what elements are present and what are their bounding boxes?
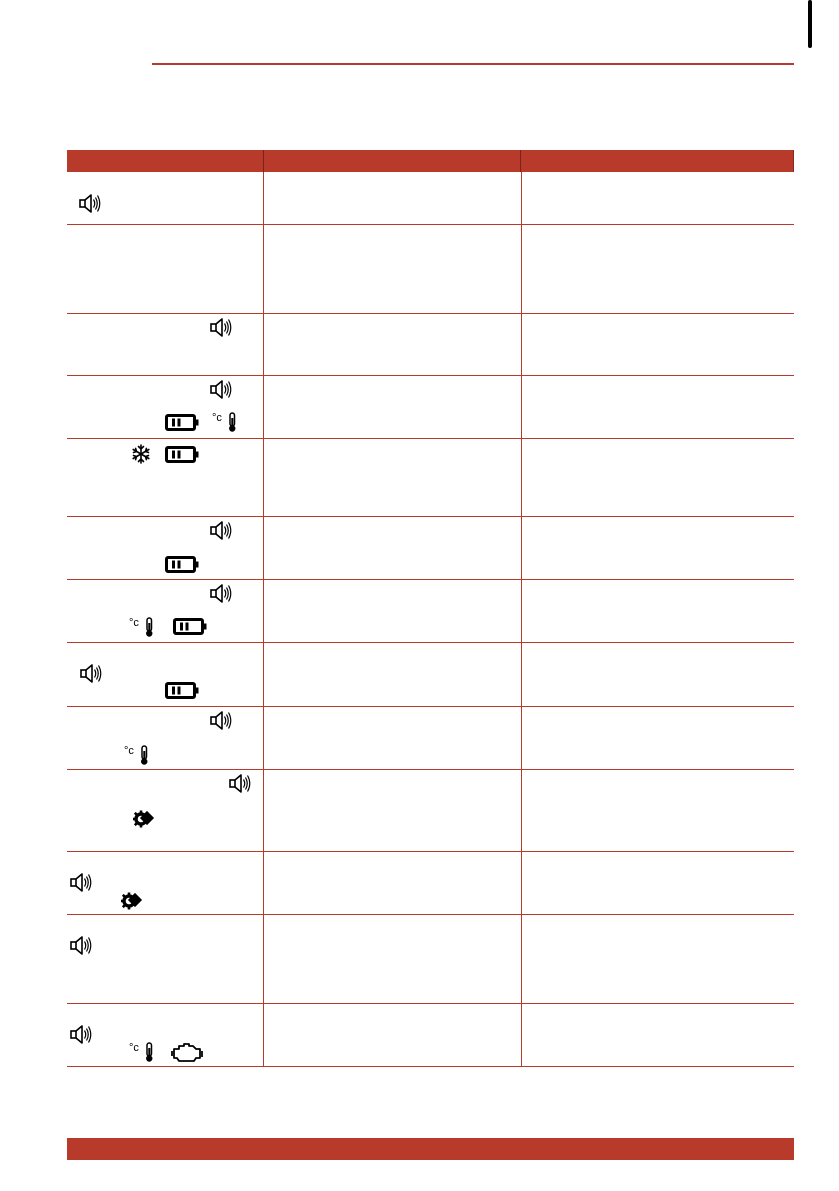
battery-icon (165, 556, 200, 573)
table-row (67, 172, 794, 225)
table-header-col-2 (264, 150, 521, 172)
speaker-icon (229, 773, 253, 794)
description-cell (264, 225, 521, 313)
icon-cell (67, 580, 264, 642)
action-cell (522, 770, 794, 851)
table-row (67, 376, 794, 439)
action-cell (522, 439, 794, 516)
action-cell (522, 172, 794, 224)
icon-cell (67, 770, 264, 851)
speaker-icon (80, 663, 104, 684)
action-cell (522, 376, 794, 438)
engine-icon (171, 1041, 204, 1063)
icon-cell (67, 707, 264, 769)
icon-cell (67, 314, 264, 375)
binder-mark (808, 0, 812, 48)
table-row (67, 1004, 794, 1067)
speaker-icon (70, 1024, 94, 1045)
icon-cell (67, 439, 264, 516)
icon-cell (67, 852, 264, 914)
action-cell (522, 643, 794, 706)
description-cell (264, 707, 521, 769)
table-row (67, 915, 794, 1004)
description-cell (264, 314, 521, 375)
table-header-col-1 (67, 150, 264, 172)
speaker-icon (79, 193, 103, 214)
temperature-icon (129, 1042, 154, 1063)
description-cell (264, 1004, 521, 1066)
icon-cell (67, 643, 264, 706)
table-row (67, 314, 794, 376)
description-cell (264, 172, 521, 224)
icon-cell (67, 172, 264, 224)
speaker-icon (210, 379, 234, 400)
temperature-icon (212, 412, 237, 433)
footer-bar (67, 1138, 794, 1160)
action-cell (522, 314, 794, 375)
icon-cell (67, 915, 264, 1003)
table-header (67, 150, 794, 172)
battery-icon (165, 414, 200, 431)
service-wrench-icon (133, 810, 160, 830)
service-wrench-icon (121, 892, 148, 912)
speaker-icon (70, 872, 94, 893)
battery-icon (165, 446, 200, 463)
table-row (67, 852, 794, 915)
description-cell (264, 915, 521, 1003)
battery-icon (165, 682, 200, 699)
action-cell (522, 915, 794, 1003)
temperature-icon (124, 745, 149, 766)
description-cell (264, 852, 521, 914)
speaker-icon (210, 317, 234, 338)
action-cell (522, 1004, 794, 1066)
table-row (67, 225, 794, 314)
battery-icon (173, 618, 208, 635)
action-cell (522, 517, 794, 579)
description-cell (264, 376, 521, 438)
speaker-icon (70, 935, 94, 956)
table-header-col-3 (521, 150, 793, 172)
description-cell (264, 643, 521, 706)
action-cell (522, 852, 794, 914)
table-row (67, 770, 794, 852)
action-cell (522, 707, 794, 769)
speaker-icon (210, 583, 234, 604)
description-cell (264, 770, 521, 851)
action-cell (522, 580, 794, 642)
icon-cell (67, 225, 264, 313)
icon-cell (67, 376, 264, 438)
description-cell (264, 439, 521, 516)
icon-cell (67, 1004, 264, 1066)
table-row (67, 439, 794, 517)
table-row (67, 517, 794, 580)
description-cell (264, 517, 521, 579)
header-rule (152, 63, 794, 65)
table-row (67, 580, 794, 643)
icon-table (67, 150, 794, 1067)
icon-cell (67, 517, 264, 579)
speaker-icon (210, 710, 234, 731)
table-row (67, 707, 794, 770)
snowflake-icon (131, 444, 151, 464)
table-row (67, 643, 794, 707)
action-cell (522, 225, 794, 313)
speaker-icon (210, 520, 234, 541)
temperature-icon (129, 617, 154, 638)
description-cell (264, 580, 521, 642)
